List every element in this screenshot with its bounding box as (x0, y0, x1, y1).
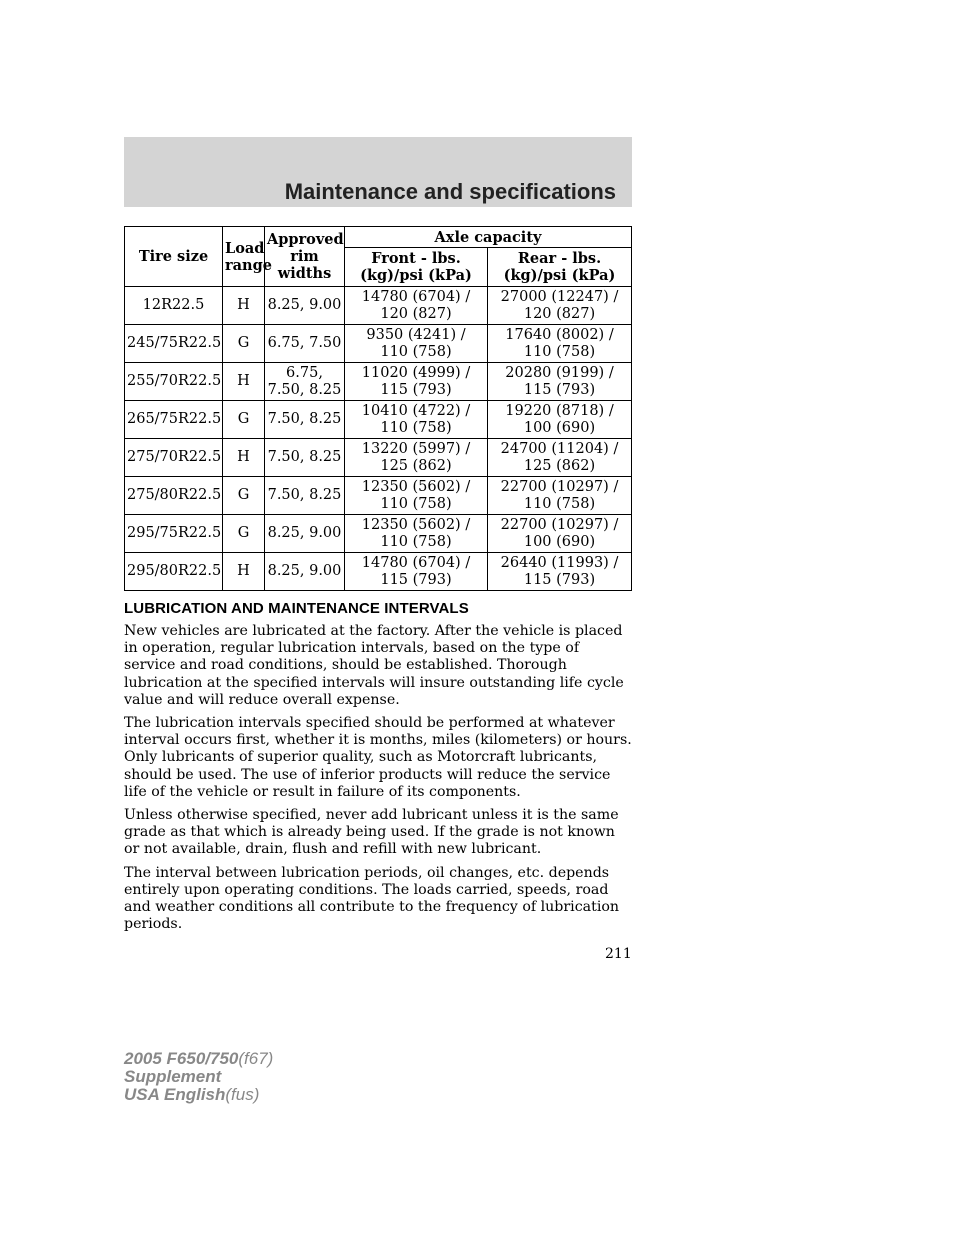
cell-tire-size (125, 287, 223, 325)
cell-rear-capacity-line: 27000 (12247) / (500, 288, 619, 305)
cell-load-range (223, 363, 265, 401)
table-row (125, 439, 632, 477)
cell-rear-capacity (488, 363, 632, 401)
cell-rear-capacity-line: 110 (758) (523, 343, 596, 360)
cell-rim-widths-line: 7.50, 8.25 (267, 449, 342, 465)
cell-rear-capacity-line: 24700 (11204) / (500, 440, 619, 457)
cell-rear-capacity (488, 553, 632, 591)
header-band (124, 137, 632, 207)
table-row (125, 553, 632, 591)
cell-rear-capacity-line: 100 (690) (523, 533, 596, 550)
cell-load-range (223, 439, 265, 477)
cell-tire-size (125, 325, 223, 363)
cell-rim-widths (265, 287, 345, 325)
header-axle-capacity: Axle capacity (345, 227, 632, 248)
cell-front-capacity-line: 14780 (6704) / (361, 554, 471, 571)
tire-spec-table (124, 226, 632, 591)
cell-rear-capacity (488, 477, 632, 515)
header-rim-widths: Approved rim widths (265, 227, 345, 287)
cell-front-capacity-line: 120 (827) (380, 305, 452, 322)
lubrication-section (124, 600, 644, 939)
cell-rear-capacity-line: 26440 (11993) / (500, 554, 619, 571)
cell-load-range (223, 325, 265, 363)
cell-front-capacity-line: 12350 (5602) / (361, 516, 471, 533)
cell-tire-size (125, 515, 223, 553)
paragraph-4: The interval between lubrication periods, oil changes, etc. depends entirely upon operating conditions. The loads carried, speeds, road and weather conditions all contribute to the frequency of lubrication periods. (124, 864, 620, 933)
cell-rim-widths (265, 515, 345, 553)
page-section-title: Maintenance and specifications (284, 179, 616, 204)
cell-front-capacity-line: 115 (793) (380, 381, 452, 398)
table-header-row (125, 227, 632, 248)
cell-load-range (223, 287, 265, 325)
paragraph-3: Unless otherwise specified, never add lubricant unless it is the same grade as that which is already being used. If the grade is not known or not available, drain, flush and refill with new lubricant. (124, 807, 619, 858)
cell-rim-widths (265, 477, 345, 515)
cell-load-range-line: G (237, 525, 250, 541)
cell-rear-capacity-line: 100 (690) (523, 419, 596, 436)
cell-tire-size (125, 363, 223, 401)
cell-front-capacity (345, 477, 488, 515)
cell-rim-widths-line: 8.25, 9.00 (267, 297, 342, 313)
table-row (125, 401, 632, 439)
cell-load-range-line: G (237, 411, 250, 427)
cell-front-capacity-line: 125 (862) (380, 457, 452, 474)
cell-front-capacity (345, 553, 488, 591)
cell-load-range-line: H (237, 563, 250, 579)
cell-tire-size (125, 553, 223, 591)
cell-rim-widths-line: 8.25, 9.00 (267, 525, 342, 541)
table-body (125, 287, 632, 591)
section-heading: LUBRICATION AND MAINTENANCE INTERVALS (124, 600, 469, 617)
cell-rear-capacity-line: 17640 (8002) / (505, 326, 614, 343)
cell-rim-widths-line: 6.75, 7.50, 8.25 (267, 364, 342, 398)
cell-tire-size-line: 245/75R22.5 (127, 335, 222, 351)
cell-rear-capacity-line: 115 (793) (523, 381, 596, 398)
footer-line-2: Supplement (124, 1067, 222, 1086)
cell-front-capacity-line: 11020 (4999) / (361, 364, 471, 381)
footer-line-1 (124, 1050, 273, 1068)
cell-tire-size-line: 275/80R22.5 (127, 487, 222, 503)
cell-tire-size-line: 12R22.5 (142, 297, 205, 313)
paragraph-2: The lubrication intervals specified should be performed at whatever interval occurs first, whether it is months, miles (kilometers) or hours. Only lubricants of superior quality, such as Motorcraft lubricants, should be used. The use of inferior products will reduce the service life of the vehicle or result in failure of its components. (124, 715, 632, 800)
cell-rim-widths-line: 8.25, 9.00 (267, 563, 342, 579)
cell-front-capacity-line: 110 (758) (380, 419, 452, 436)
table-row (125, 363, 632, 401)
cell-front-capacity-line: 115 (793) (380, 571, 452, 588)
cell-rim-widths (265, 363, 345, 401)
cell-front-capacity (345, 515, 488, 553)
cell-rim-widths-line: 6.75, 7.50 (267, 335, 342, 351)
cell-rear-capacity (488, 287, 632, 325)
cell-rear-capacity (488, 439, 632, 477)
cell-load-range-line: G (237, 335, 250, 351)
cell-front-capacity-line: 13220 (5997) / (361, 440, 471, 457)
cell-tire-size (125, 401, 223, 439)
cell-load-range (223, 515, 265, 553)
paragraph-1: New vehicles are lubricated at the factory. After the vehicle is placed in operation, regular lubrication intervals, based on the type of service and road conditions, should be established. Thorough lubrication at the specified intervals will insure outstanding life cycle value and will reduce overall expense. (124, 623, 624, 708)
cell-rim-widths (265, 401, 345, 439)
cell-tire-size-line: 295/80R22.5 (127, 563, 222, 579)
cell-rim-widths-line: 7.50, 8.25 (267, 487, 342, 503)
footer-language-code: (fus) (225, 1085, 260, 1104)
table-row (125, 287, 632, 325)
header-front: Front - lbs. (kg)/psi (kPa) (345, 248, 488, 287)
cell-rear-capacity (488, 325, 632, 363)
footer-model-code: (f67) (238, 1049, 274, 1068)
cell-load-range (223, 553, 265, 591)
footer-line-3 (124, 1086, 273, 1104)
cell-front-capacity-line: 9350 (4241) / (366, 326, 466, 343)
cell-load-range-line: H (237, 449, 250, 465)
cell-rear-capacity-line: 20280 (9199) / (505, 364, 614, 381)
cell-tire-size-line: 255/70R22.5 (127, 373, 222, 389)
cell-rear-capacity-line: 22700 (10297) / (500, 516, 619, 533)
cell-front-capacity (345, 325, 488, 363)
cell-front-capacity (345, 439, 488, 477)
header-load-range: Load range (223, 227, 265, 287)
cell-front-capacity-line: 110 (758) (380, 495, 452, 512)
header-rear: Rear - lbs. (kg)/psi (kPa) (488, 248, 632, 287)
cell-front-capacity-line: 110 (758) (380, 343, 452, 360)
cell-tire-size-line: 295/75R22.5 (127, 525, 222, 541)
cell-front-capacity (345, 287, 488, 325)
cell-rear-capacity-line: 115 (793) (523, 571, 596, 588)
cell-rim-widths-line: 7.50, 8.25 (267, 411, 342, 427)
cell-rim-widths (265, 325, 345, 363)
cell-load-range (223, 401, 265, 439)
cell-load-range-line: H (237, 373, 250, 389)
cell-front-capacity (345, 363, 488, 401)
cell-tire-size-line: 265/75R22.5 (127, 411, 222, 427)
cell-load-range-line: G (237, 487, 250, 503)
cell-load-range-line: H (237, 297, 250, 313)
cell-rear-capacity (488, 401, 632, 439)
cell-front-capacity-line: 14780 (6704) / (361, 288, 471, 305)
footer-language: USA English (124, 1085, 226, 1104)
table-row (125, 325, 632, 363)
table-row (125, 477, 632, 515)
cell-rim-widths (265, 439, 345, 477)
cell-rear-capacity-line: 120 (827) (523, 305, 596, 322)
cell-tire-size (125, 439, 223, 477)
page-number: 211 (605, 946, 632, 962)
cell-rim-widths (265, 553, 345, 591)
cell-rear-capacity (488, 515, 632, 553)
cell-front-capacity-line: 10410 (4722) / (361, 402, 471, 419)
cell-load-range (223, 477, 265, 515)
cell-front-capacity (345, 401, 488, 439)
cell-tire-size-line: 275/70R22.5 (127, 449, 222, 465)
cell-front-capacity-line: 12350 (5602) / (361, 478, 471, 495)
footer-model: 2005 F650/750 (124, 1049, 239, 1068)
cell-rear-capacity-line: 19220 (8718) / (505, 402, 614, 419)
cell-rear-capacity-line: 110 (758) (523, 495, 596, 512)
header-tire-size: Tire size (125, 227, 223, 287)
cell-front-capacity-line: 110 (758) (380, 533, 452, 550)
cell-tire-size (125, 477, 223, 515)
document-footer (124, 1050, 273, 1104)
cell-rear-capacity-line: 125 (862) (523, 457, 596, 474)
cell-rear-capacity-line: 22700 (10297) / (500, 478, 619, 495)
table-row (125, 515, 632, 553)
